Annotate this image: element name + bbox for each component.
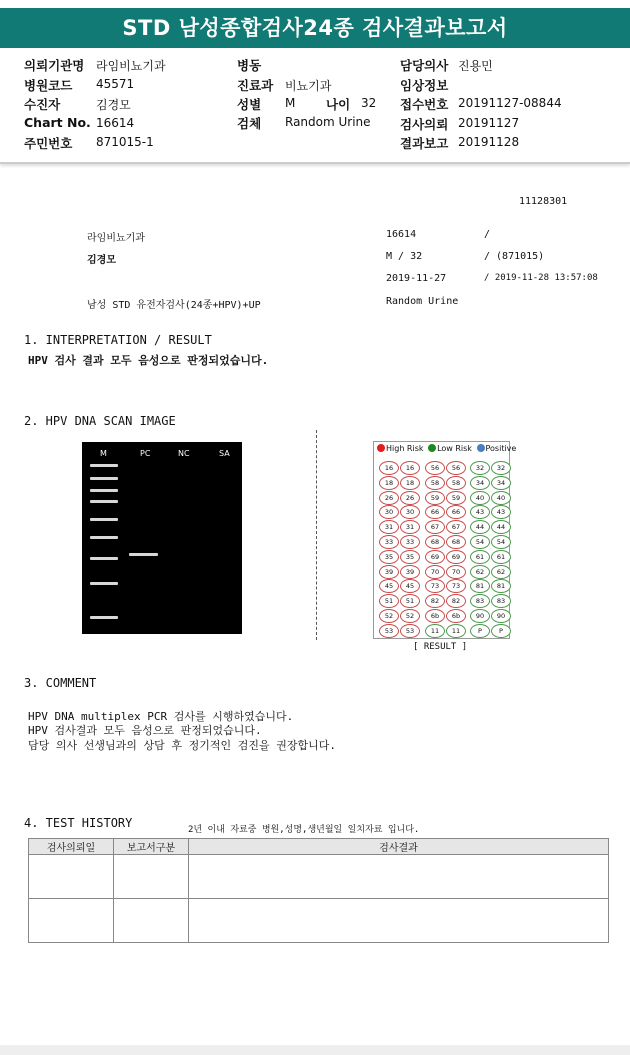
- result-caption: [ RESULT ]: [413, 642, 468, 652]
- doc-chart: 16614: [386, 229, 417, 240]
- hpv-type-oval: 81: [491, 579, 511, 593]
- table-cell: [189, 899, 609, 943]
- test-history-table: [28, 838, 609, 943]
- doc-sex-age: M / 32: [386, 251, 423, 262]
- hpv-type-oval: 18: [400, 476, 420, 490]
- hpv-type-oval: 40: [491, 491, 511, 505]
- patient-value: 김경모: [96, 98, 131, 112]
- hpv-type-oval: 81: [470, 579, 490, 593]
- gel-lane-label: PC: [140, 449, 151, 458]
- hpv-type-oval: 31: [400, 520, 420, 534]
- specimen-label: 검체: [237, 116, 262, 131]
- table-cell: [29, 899, 114, 943]
- doc-specimen: Random Urine: [386, 296, 459, 307]
- hpv-type-oval: 26: [400, 491, 420, 505]
- table-cell: [189, 855, 609, 899]
- hpv-type-oval: 82: [425, 594, 445, 608]
- sex-value: M: [285, 96, 296, 110]
- doc-received-date: 2019-11-27: [386, 273, 447, 284]
- hpv-type-oval: 52: [400, 609, 420, 623]
- clinical-label: 임상정보: [400, 78, 449, 93]
- hpv-type-oval: 58: [446, 476, 466, 490]
- ladder-band: [90, 500, 118, 503]
- doc-hospital: 라임비뇨기과: [87, 233, 145, 244]
- sex-label: 성별: [237, 97, 262, 112]
- report-title: STD 남성종합검사24종 검사결과보고서: [0, 8, 630, 48]
- hpv-type-oval: 67: [446, 520, 466, 534]
- report-header: [0, 50, 630, 164]
- hpv-type-oval: 52: [379, 609, 399, 623]
- hpv-type-oval: 67: [425, 520, 445, 534]
- specimen-value: Random Urine: [285, 115, 371, 129]
- chart-label: Chart No.: [24, 115, 91, 130]
- hpv-type-oval: 44: [470, 520, 490, 534]
- hpv-type-oval: 35: [379, 550, 399, 564]
- receipt-label: 접수번호: [400, 97, 449, 112]
- hpv-type-oval: 53: [379, 624, 399, 638]
- hpv-type-oval: 43: [491, 505, 511, 519]
- hpv-type-oval: 35: [400, 550, 420, 564]
- doc-report-datetime: / 2019-11-28 13:57:08: [484, 273, 598, 283]
- id-label: 주민번호: [24, 136, 73, 151]
- comment-line: 담당 의사 선생님과의 상담 후 정기적인 검진을 권장합니다.: [28, 739, 337, 752]
- hpv-type-oval: 11: [425, 624, 445, 638]
- hpv-type-oval: 61: [491, 550, 511, 564]
- hpv-type-oval: 59: [425, 491, 445, 505]
- hpv-type-oval: 82: [446, 594, 466, 608]
- age-value: 32: [361, 96, 377, 110]
- hpv-type-oval: P: [470, 624, 490, 638]
- hpv-type-oval: 61: [470, 550, 490, 564]
- column-header: 보고서구분: [114, 839, 189, 855]
- hpv-type-oval: 62: [470, 565, 490, 579]
- ladder-band: [90, 464, 118, 467]
- hpv-type-oval: 51: [379, 594, 399, 608]
- ward-label: 병동: [237, 58, 262, 73]
- ladder-band: [90, 616, 118, 619]
- history-note: 2년 이내 자료중 병원,성명,생년월일 일치자료 입니다.: [188, 825, 420, 835]
- hpv-type-oval: 31: [379, 520, 399, 534]
- hpv-type-oval: 45: [379, 579, 399, 593]
- hpv-type-oval: 66: [446, 505, 466, 519]
- hpv-type-oval: 58: [425, 476, 445, 490]
- code-label: 병원코드: [24, 78, 73, 93]
- report-date-value: 20191128: [458, 135, 520, 149]
- pc-band: [129, 553, 158, 556]
- req-date-value: 20191127: [458, 116, 520, 130]
- patient-label: 수진자: [24, 97, 61, 112]
- hpv-type-oval: 51: [400, 594, 420, 608]
- low-risk-dot-icon: [428, 444, 436, 452]
- hpv-type-oval: 30: [379, 505, 399, 519]
- hpv-type-oval: 30: [400, 505, 420, 519]
- section-history-title: 4. TEST HISTORY: [24, 816, 133, 830]
- table-row: [29, 855, 609, 899]
- ladder-band: [90, 477, 118, 480]
- age-label: 나이: [326, 97, 351, 112]
- chart-value: 16614: [96, 116, 135, 130]
- hpv-type-oval: 90: [470, 609, 490, 623]
- ladder-band: [90, 582, 118, 585]
- hpv-type-oval: 54: [491, 535, 511, 549]
- hpv-type-oval: 32: [491, 461, 511, 475]
- report-date-label: 결과보고: [400, 136, 449, 151]
- hpv-type-oval: 70: [425, 565, 445, 579]
- hpv-type-oval: 56: [425, 461, 445, 475]
- hpv-result-panel: [373, 441, 517, 639]
- hpv-type-oval: P: [491, 624, 511, 638]
- hpv-type-oval: 73: [425, 579, 445, 593]
- hpv-type-oval: 68: [446, 535, 466, 549]
- hpv-type-oval: 33: [400, 535, 420, 549]
- doctor-value: 진용민: [458, 59, 493, 73]
- hpv-type-oval: 34: [470, 476, 490, 490]
- hpv-type-oval: 56: [446, 461, 466, 475]
- hpv-type-oval: 83: [491, 594, 511, 608]
- legend-high: High Risk: [386, 444, 424, 453]
- hpv-type-oval: 44: [491, 520, 511, 534]
- table-cell: [114, 855, 189, 899]
- hpv-type-oval: 54: [470, 535, 490, 549]
- inst-label: 의뢰기관명: [24, 58, 85, 73]
- page-footer-bar: [0, 1045, 630, 1055]
- id-value: 871015-1: [96, 135, 154, 149]
- gel-electrophoresis-image: [82, 442, 242, 634]
- legend-low: Low Risk: [437, 444, 472, 453]
- hpv-type-oval: 73: [446, 579, 466, 593]
- hpv-type-oval: 16: [400, 461, 420, 475]
- hpv-type-oval: 45: [400, 579, 420, 593]
- hpv-type-oval: 39: [400, 565, 420, 579]
- legend-positive: Positive: [485, 444, 517, 453]
- interpretation-text: HPV 검사 결과 모두 음성으로 판정되었습니다.: [28, 354, 269, 367]
- table-cell: [29, 855, 114, 899]
- section-scan-image-title: 2. HPV DNA SCAN IMAGE: [24, 414, 176, 428]
- hpv-type-oval: 6b: [446, 609, 466, 623]
- column-header: 검사의뢰일: [29, 839, 114, 855]
- positive-dot-icon: [477, 444, 485, 452]
- ladder-band: [90, 536, 118, 539]
- hpv-type-oval: 32: [470, 461, 490, 475]
- hpv-type-oval: 16: [379, 461, 399, 475]
- hpv-type-oval: 6b: [425, 609, 445, 623]
- high-risk-dot-icon: [377, 444, 385, 452]
- comment-line: HPV 검사결과 모두 음성으로 판정되었습니다.: [28, 724, 262, 737]
- hpv-type-oval: 43: [470, 505, 490, 519]
- ladder-band: [90, 557, 118, 560]
- hpv-type-oval: 40: [470, 491, 490, 505]
- hpv-type-oval: 53: [400, 624, 420, 638]
- hpv-type-oval: 39: [379, 565, 399, 579]
- hpv-type-oval: 83: [470, 594, 490, 608]
- hpv-type-oval: 62: [491, 565, 511, 579]
- dept-value: 비뇨기과: [285, 79, 332, 93]
- hpv-type-oval: 70: [446, 565, 466, 579]
- section-interpretation-title: 1. INTERPRETATION / RESULT: [24, 333, 212, 347]
- hpv-type-oval: 26: [379, 491, 399, 505]
- hpv-type-oval: 90: [491, 609, 511, 623]
- column-header: 검사결과: [189, 839, 609, 855]
- gel-lane-label: NC: [178, 449, 190, 458]
- table-header-row: [29, 839, 609, 855]
- hpv-type-oval: 66: [425, 505, 445, 519]
- doctor-label: 담당의사: [400, 58, 449, 73]
- receipt-value: 20191127-08844: [458, 96, 562, 110]
- gel-lane-label: M: [100, 449, 107, 458]
- dept-label: 진료과: [237, 78, 274, 93]
- divider-dashed: [316, 430, 317, 640]
- hpv-type-oval: 33: [379, 535, 399, 549]
- hpv-type-oval: 69: [425, 550, 445, 564]
- req-date-label: 검사의뢰: [400, 117, 449, 132]
- table-cell: [114, 899, 189, 943]
- hpv-type-oval: 34: [491, 476, 511, 490]
- doc-patient: 김경모: [87, 255, 116, 266]
- hpv-type-oval: 68: [425, 535, 445, 549]
- doc-test-name: 남성 STD 유전자검사(24종+HPV)+UP: [87, 300, 261, 311]
- inst-value: 라임비뇨기과: [96, 59, 166, 73]
- report-number: 11128301: [519, 196, 568, 207]
- doc-slash: /: [484, 229, 491, 240]
- ladder-band: [90, 518, 118, 521]
- ladder-band: [90, 489, 118, 492]
- hpv-type-oval: 69: [446, 550, 466, 564]
- code-value: 45571: [96, 77, 135, 91]
- gel-lane-label: SA: [219, 449, 230, 458]
- section-comment-title: 3. COMMENT: [24, 676, 97, 690]
- doc-dob: / (871015): [484, 251, 545, 262]
- hpv-type-oval: 59: [446, 491, 466, 505]
- table-row: [29, 899, 609, 943]
- comment-line: HPV DNA multiplex PCR 검사를 시행하였습니다.: [28, 710, 294, 723]
- result-legend: [377, 444, 516, 453]
- hpv-type-oval: 18: [379, 476, 399, 490]
- hpv-type-oval: 11: [446, 624, 466, 638]
